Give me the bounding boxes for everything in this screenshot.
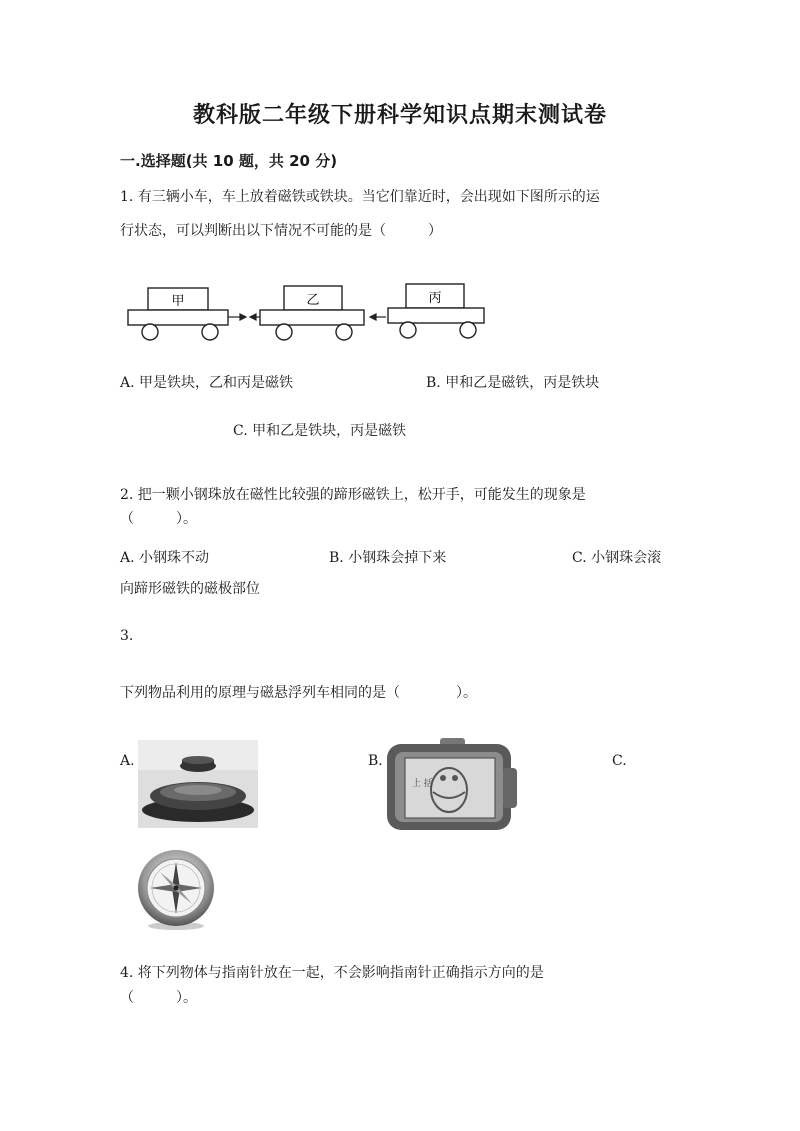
cart-jia-label: 甲 <box>171 294 185 309</box>
question-1-option-b: B. 甲和乙是磁铁，丙是铁块 <box>426 375 600 391</box>
cart-yi <box>260 286 364 340</box>
question-3-option-a-label: A. <box>120 753 135 769</box>
question-4-line-2: （ ）。 <box>120 990 197 1006</box>
question-2-option-c-continued: 向蹄形磁铁的磁极部位 <box>120 581 260 597</box>
question-2-option-b: B. 小钢珠会掉下来 <box>329 550 447 566</box>
three-carts-figure <box>124 280 490 344</box>
page-title: 教科版二年级下册科学知识点期末测试卷 <box>192 103 607 128</box>
question-2-option-c: C. 小钢珠会滚 <box>572 550 662 566</box>
question-2-line-2: （ ）。 <box>120 511 197 527</box>
question-1-option-a: A. 甲是铁块，乙和丙是磁铁 <box>120 375 294 391</box>
cart-jia <box>128 288 228 340</box>
maglev-levitation-toy-image <box>138 740 258 828</box>
compass-image <box>136 842 216 932</box>
cart-bing <box>388 284 484 338</box>
question-3-option-c-label: C. <box>612 753 627 769</box>
section-heading: 一.选择题(共 10 题，共 20 分) <box>120 152 338 170</box>
question-2-line-1: 2. 把一颗小钢珠放在磁性比较强的蹄形磁铁上，松开手，可能发生的现象是 <box>120 487 586 503</box>
cart-yi-label: 乙 <box>306 293 320 308</box>
question-2-option-a: A. 小钢珠不动 <box>120 550 210 566</box>
question-4-line-1: 4. 将下列物体与指南针放在一起，不会影响指南针正确指示方向的是 <box>120 965 544 981</box>
question-3-number: 3. <box>120 628 134 644</box>
question-1-line-1: 1. 有三辆小车，车上放着磁铁或铁块。当它们靠近时，会出现如下图所示的运 <box>120 189 600 205</box>
drawing-board-label: 上 括 <box>412 779 433 789</box>
attract-arrows-2 <box>370 314 386 320</box>
question-3-option-b-label: B. <box>368 753 383 769</box>
cart-bing-label: 丙 <box>428 291 442 306</box>
magnetic-drawing-board-image <box>385 738 520 832</box>
question-1-line-2: 行状态，可以判断出以下情况不可能的是（ ） <box>120 223 442 239</box>
question-3-text: 下列物品利用的原理与磁悬浮列车相同的是（ ）。 <box>120 685 477 701</box>
question-1-option-c: C. 甲和乙是铁块，丙是磁铁 <box>233 423 407 439</box>
